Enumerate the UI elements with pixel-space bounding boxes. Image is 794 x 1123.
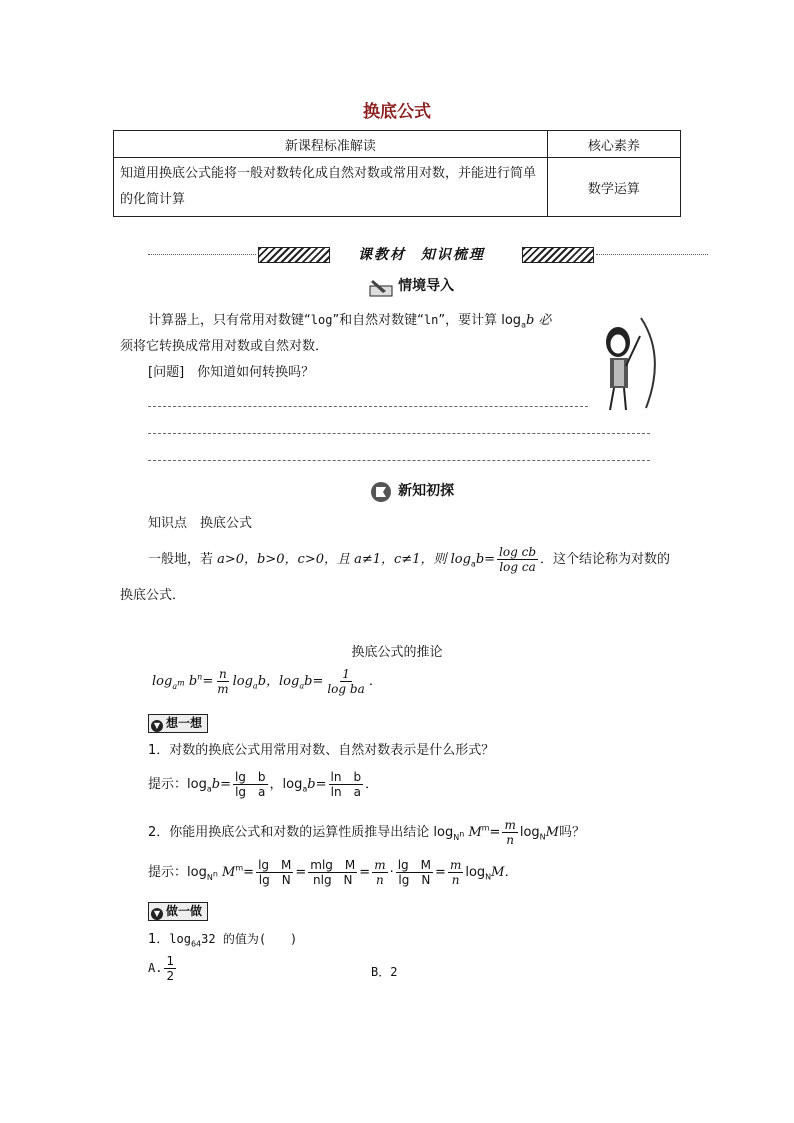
q2-end: 吗？ — [558, 825, 585, 840]
chevron-down-icon: ▼ — [151, 908, 163, 920]
chevron-down-icon: ▼ — [151, 720, 163, 732]
h2-den-4: lg N — [398, 873, 431, 887]
def-text-c: ．这个结论称为对数的 — [540, 552, 671, 567]
do-q1-log: log — [169, 932, 191, 946]
h2-end: M． — [491, 865, 518, 880]
h2-frac-3 — [372, 858, 387, 887]
option-a-den: 2 — [166, 969, 175, 983]
corollary-title: 换底公式的推论 — [351, 645, 443, 660]
h1-eq2: b= — [307, 777, 327, 792]
h1-den-2: ln a — [330, 785, 361, 799]
def-den: log ca — [499, 560, 536, 574]
situation-question: [问题] 你知道如何转换吗？ — [148, 365, 315, 380]
h2-eq-2: = — [295, 865, 307, 880]
banner-stripe-left — [258, 247, 330, 263]
do-tag — [148, 902, 208, 921]
h1-end: ． — [365, 777, 379, 792]
pen-icon — [368, 276, 394, 298]
h2-num-4: lg M — [397, 858, 432, 872]
sit-text-d: b 必 — [525, 313, 552, 328]
q2-log: log — [519, 825, 540, 840]
h2-log: log — [187, 865, 207, 880]
explore-heading — [368, 480, 454, 503]
table-header-standards: 新课程标准解读 — [114, 131, 548, 158]
h2-num-3: m — [374, 858, 386, 872]
q2-den: n — [506, 833, 515, 847]
answer-line-1 — [148, 406, 588, 407]
cor-frac-1 — [215, 667, 230, 696]
do-q1-sub: 64 — [190, 939, 202, 949]
cor-den-1: m — [217, 682, 229, 696]
option-a-num: 1 — [166, 954, 175, 968]
q2-eq: = — [489, 825, 501, 840]
h2-frac-2 — [308, 858, 357, 887]
think-q2: 2．你能用换底公式和对数的运算性质推导出结论 $\log_{N^n} M^m=$ $\frac{m}{n}$ $\log_NM$吗？ — [148, 818, 585, 847]
banner-dots-left — [148, 254, 256, 255]
h2-den-1: lg N — [258, 873, 291, 887]
h1-frac-1 — [233, 770, 268, 799]
def-num: log cb — [499, 545, 537, 559]
def-b: b= — [475, 552, 496, 567]
cor-num-1: n — [219, 667, 227, 681]
cor-eq: = — [202, 674, 214, 689]
explore-heading-text: 新知初探 — [398, 483, 455, 499]
h2-num-1: lg M — [258, 858, 292, 872]
h2-eq-4: = — [435, 865, 446, 880]
corollary-formula: $\log_{a^m} b^n=$ $\frac{n}{m}$ $\log_ab$，$\log_ab=$ $\frac{1}{\text{log ba}}$ ． — [152, 667, 382, 696]
h2-dot: · — [389, 865, 394, 880]
h1-log: log — [187, 777, 207, 792]
def-conditions: a>0，b>0，c>0，且 a≠1，c≠1，则 log — [217, 552, 471, 567]
h2-frac-4 — [396, 858, 433, 887]
cor-log-1: log — [152, 674, 173, 689]
h1-den-1: lg a — [235, 785, 266, 799]
situation-paragraph-2: 须将它转换成常用对数或自然对数． — [120, 339, 329, 354]
think-q1: 1．对数的换底公式用常用对数、自然对数表示是什么形式？ — [148, 743, 495, 758]
cor-log-2: log — [232, 674, 253, 689]
sit-text-a: 计算器上，只有常用对数键“ — [148, 313, 311, 328]
think-tag — [148, 714, 208, 733]
table-cell-core: 数学运算 — [547, 158, 680, 217]
q2-m2: M — [545, 825, 559, 840]
sit-text-b: ”和自然对数键“ — [332, 313, 424, 328]
h2-end-log: log — [465, 865, 486, 880]
h2-num-2: mlg M — [310, 858, 356, 872]
teacher-illustration — [596, 316, 662, 414]
h2-den-5: n — [451, 873, 460, 887]
h2-frac-1 — [256, 858, 293, 887]
definition-line-2: 换底公式． — [120, 588, 186, 603]
def-sub: a — [470, 559, 476, 569]
do-q1 — [148, 928, 297, 949]
sit-sub: a — [521, 320, 526, 330]
sit-log-key: log — [310, 313, 333, 327]
q2-text: 2．你能用换底公式和对数的运算性质推导出结论 log — [148, 825, 454, 840]
definition-line — [148, 545, 688, 576]
knowledge-point: 知识点 换底公式 — [148, 516, 253, 531]
do-tag-text: 做一做 — [166, 904, 203, 918]
do-q1-num: 1． — [148, 932, 170, 947]
think-tag-text: 想一想 — [166, 716, 203, 730]
def-fraction — [497, 545, 538, 574]
banner-left-text: 课教材 — [358, 247, 406, 263]
think-hint-2: 提示：$\log_{N^n} M^m=$ $\frac{\text{lg M}}{\text{lg N}}$ = $\frac{\text{mlg M}}{\text{nlg N}}$ = $\frac{m}{n}$ · $\frac{\text{lg M}}{\text{lg N}}$ = $\frac{m}{n}$ $\log_NM$． — [148, 858, 518, 887]
cor-log-3: b，log — [257, 674, 300, 689]
option-a-frac — [164, 954, 176, 983]
h2-eq-3: = — [359, 865, 371, 880]
cor-b-eq: b= — [304, 674, 324, 689]
hint-1-label: 提示： — [148, 777, 188, 792]
h1-num-1: lg b — [234, 770, 266, 784]
sit-text-c: ”，要计算 log — [438, 313, 522, 328]
h1-frac-2 — [329, 770, 364, 799]
sit-ln-key: ln — [423, 313, 439, 327]
q2-num: m — [504, 818, 516, 832]
situation-heading — [368, 275, 454, 298]
h1-sep: ，log — [269, 777, 303, 792]
situation-paragraph — [120, 309, 590, 337]
h2-den-2: nlg N — [313, 873, 353, 887]
bookmark-icon — [368, 481, 394, 503]
h1-eq1: b= — [211, 777, 231, 792]
think-hint-1: 提示：$\log_ab=$ $\frac{\text{lg b}}{\text{lg a}}$ ，$\log_ab=$ $\frac{\text{ln b}}{\text{ln a}}$ ． — [148, 770, 379, 799]
banner-dots-right — [596, 254, 708, 255]
answer-line-3 — [148, 460, 650, 461]
standards-table — [113, 130, 681, 217]
option-a[interactable] — [148, 954, 178, 983]
table-cell-desc: 知道用换底公式能将一般对数转化成自然对数或常用对数，并能进行简单的化简计算 — [114, 158, 548, 217]
banner-stripe-right — [522, 247, 594, 263]
h2-frac-5 — [448, 858, 463, 887]
cor-end: ． — [368, 674, 382, 689]
h2-m: M — [222, 865, 236, 880]
option-a-label: A. — [148, 961, 163, 975]
cor-den-2: log ba — [327, 682, 365, 696]
section-banner — [148, 242, 708, 266]
q2-m: M — [468, 825, 482, 840]
table-header-core: 核心素养 — [547, 131, 680, 158]
h2-den-3: n — [376, 873, 384, 887]
h1-num-2: ln b — [330, 770, 362, 784]
page-title: 换底公式 — [363, 102, 431, 122]
answer-line-2 — [148, 433, 650, 434]
cor-num-2: 1 — [342, 667, 350, 681]
cor-b: b — [188, 674, 198, 689]
def-text-a: 一般地，若 — [148, 552, 218, 567]
h2-num-5: m — [449, 858, 462, 872]
cor-frac-2 — [325, 667, 366, 696]
hint-2-label: 提示： — [148, 865, 188, 880]
situation-heading-text: 情境导入 — [398, 278, 455, 294]
q2-frac — [502, 818, 517, 847]
do-q1-text: 32 的值为( ) — [201, 932, 298, 946]
banner-title — [358, 244, 485, 264]
banner-right-text: 知识梳理 — [420, 247, 485, 263]
h2-eq-1: = — [243, 865, 255, 880]
option-b[interactable]: B．2 — [371, 965, 398, 979]
